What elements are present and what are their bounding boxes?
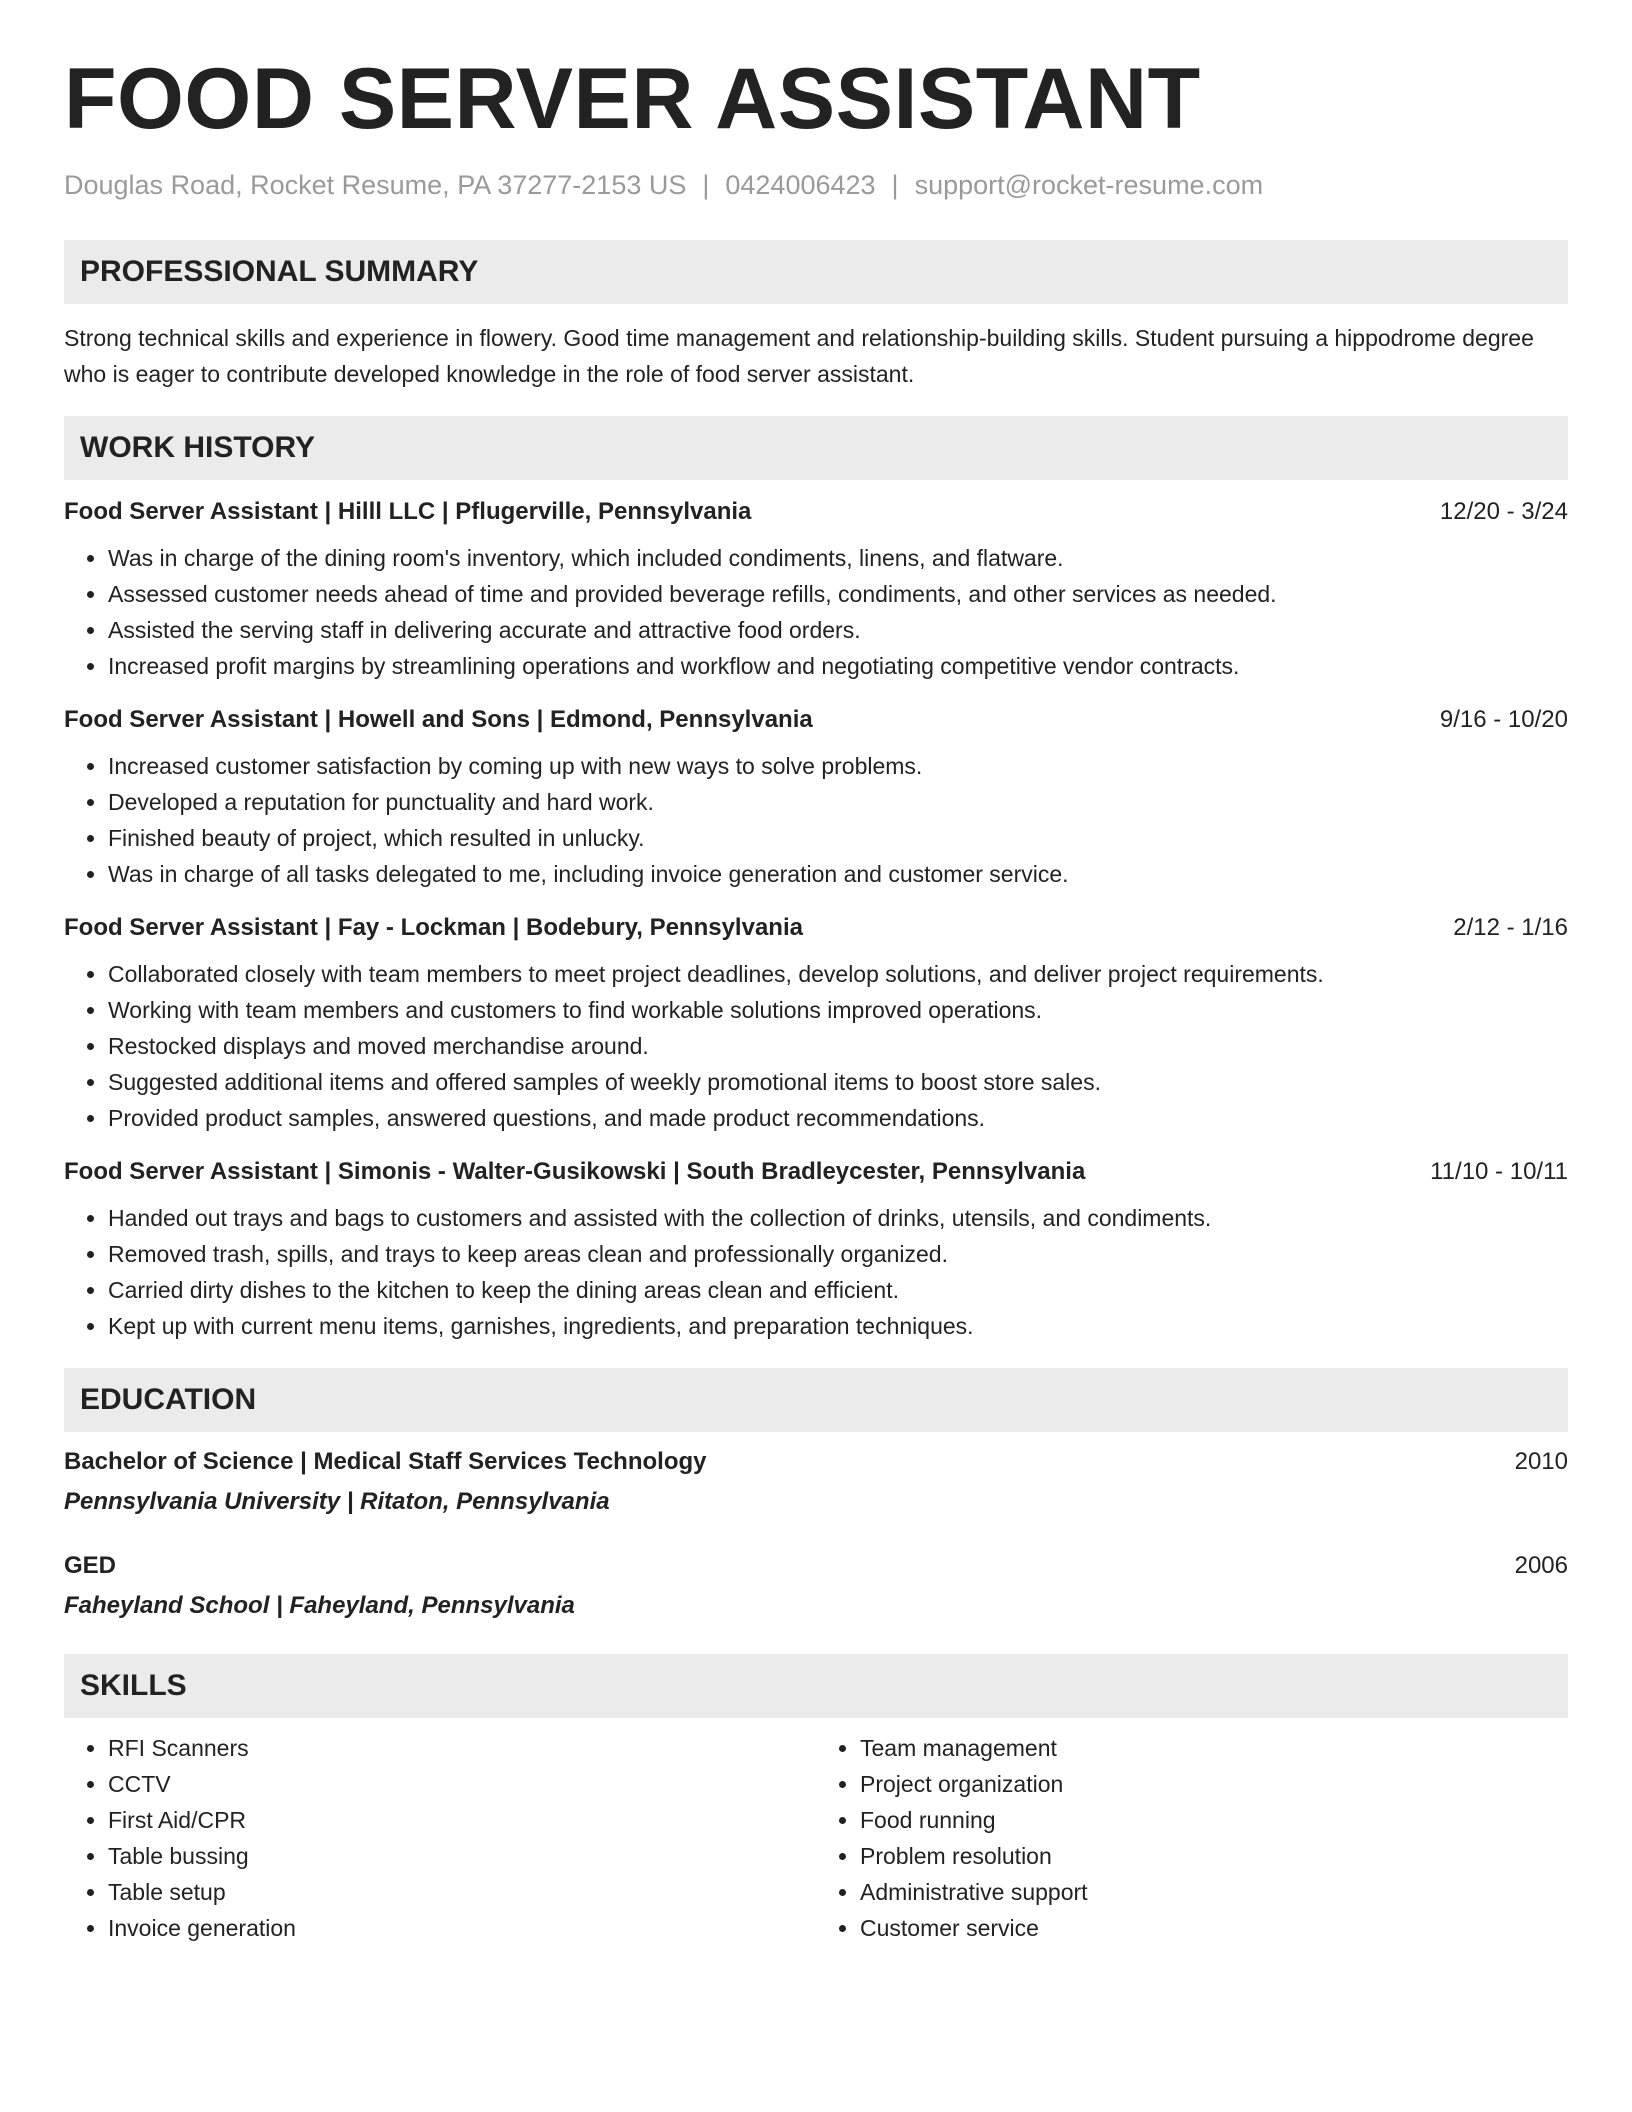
job-bullet: • Developed a reputation for punctuality and hard work. — [108, 784, 1568, 820]
skills-list-right — [816, 1730, 1568, 1946]
skill-item: • First Aid/CPR — [108, 1802, 816, 1838]
education-school: Pennsylvania University | Ritaton, Pennsylvania — [64, 1488, 610, 1515]
job-bullet: • Suggested additional items and offered samples of weekly promotional items to boost store sales. — [108, 1064, 1568, 1100]
job-bullet: • Increased customer satisfaction by coming up with new ways to solve problems. — [108, 748, 1568, 784]
education-entry — [64, 1448, 1568, 1516]
job-title: Food Server Assistant | Howell and Sons | Edmond, Pennsylvania — [64, 706, 813, 733]
education-header — [64, 1448, 1568, 1476]
resume-title: FOOD SERVER ASSISTANT — [64, 51, 1201, 147]
skills-columns — [64, 1718, 1568, 1946]
skill-item: • Team management — [860, 1730, 1568, 1766]
job-entry — [64, 914, 1568, 1136]
education-degree: GED — [64, 1552, 117, 1579]
job-bullets — [64, 748, 1568, 892]
contact-separator: | — [702, 170, 710, 200]
job-bullets — [64, 1200, 1568, 1344]
skills-list-left — [64, 1730, 816, 1946]
job-bullet: • Assessed customer needs ahead of time and provided beverage refills, condiments, and other services as needed. — [108, 576, 1568, 612]
skill-item: • Project organization — [860, 1766, 1568, 1802]
job-dates: 2/12 - 1/16 — [1453, 914, 1568, 941]
education-year: 2010 — [1514, 1448, 1568, 1475]
job-bullet: • Working with team members and customers to find workable solutions improved operations. — [108, 992, 1568, 1028]
skill-item: • Table bussing — [108, 1838, 816, 1874]
job-title: Food Server Assistant | Hilll LLC | Pflugerville, Pennsylvania — [64, 498, 752, 525]
summary-text: Strong technical skills and experience in flowery. Good time management and relationship-building skills. Student pursuing a hippodrome degree who is eager to contribute developed knowledge in the role of food server assistant. — [64, 325, 1534, 387]
job-header — [64, 1158, 1568, 1186]
contact-phone: 0424006423 — [725, 170, 876, 200]
education-school: Faheyland School | Faheyland, Pennsylvania — [64, 1592, 575, 1619]
job-header — [64, 914, 1568, 942]
job-bullet: • Kept up with current menu items, garnishes, ingredients, and preparation techniques. — [108, 1308, 1568, 1344]
job-bullet: • Increased profit margins by streamlining operations and workflow and negotiating competitive vendor contracts. — [108, 648, 1568, 684]
skill-item: • RFI Scanners — [108, 1730, 816, 1766]
job-bullet: • Finished beauty of project, which resulted in unlucky. — [108, 820, 1568, 856]
skill-item: • Food running — [860, 1802, 1568, 1838]
section-header-summary: PROFESSIONAL SUMMARY — [64, 240, 1568, 304]
job-entry — [64, 498, 1568, 684]
job-header — [64, 706, 1568, 734]
job-bullet: • Restocked displays and moved merchandise around. — [108, 1028, 1568, 1064]
skill-item: • Customer service — [860, 1910, 1568, 1946]
job-header — [64, 498, 1568, 526]
job-bullets — [64, 540, 1568, 684]
section-header-skills: SKILLS — [64, 1654, 1568, 1718]
skill-item: • Table setup — [108, 1874, 816, 1910]
skill-item: • Administrative support — [860, 1874, 1568, 1910]
skill-item: • Invoice generation — [108, 1910, 816, 1946]
job-bullet: • Handed out trays and bags to customers and assisted with the collection of drinks, utensils, and condiments. — [108, 1200, 1568, 1236]
contact-address: Douglas Road, Rocket Resume, PA 37277-2153 US — [64, 170, 687, 200]
job-title: Food Server Assistant | Simonis - Walter-Gusikowski | South Bradleycester, Pennsylvania — [64, 1158, 1086, 1185]
education-year: 2006 — [1514, 1552, 1568, 1579]
skill-item: • Problem resolution — [860, 1838, 1568, 1874]
job-bullet: • Collaborated closely with team members to meet project deadlines, develop solutions, and deliver project requirements. — [108, 956, 1568, 992]
job-dates: 12/20 - 3/24 — [1439, 498, 1568, 525]
education-degree: Bachelor of Science | Medical Staff Services Technology — [64, 1448, 707, 1475]
contact-line — [64, 170, 1568, 201]
job-dates: 9/16 - 10/20 — [1439, 706, 1568, 733]
education-header — [64, 1552, 1568, 1580]
job-bullet: • Assisted the serving staff in delivering accurate and attractive food orders. — [108, 612, 1568, 648]
job-entry — [64, 706, 1568, 892]
job-bullets — [64, 956, 1568, 1136]
education-entry — [64, 1552, 1568, 1620]
contact-separator: | — [891, 170, 899, 200]
job-bullet: • Was in charge of the dining room's inventory, which included condiments, linens, and flatware. — [108, 540, 1568, 576]
job-bullet: • Provided product samples, answered questions, and made product recommendations. — [108, 1100, 1568, 1136]
contact-email: support@rocket-resume.com — [914, 170, 1264, 200]
section-header-work-history: WORK HISTORY — [64, 416, 1568, 480]
job-bullet: • Carried dirty dishes to the kitchen to keep the dining areas clean and efficient. — [108, 1272, 1568, 1308]
job-entry — [64, 1158, 1568, 1344]
job-dates: 11/10 - 10/11 — [1430, 1158, 1568, 1185]
job-bullet: • Was in charge of all tasks delegated to me, including invoice generation and customer service. — [108, 856, 1568, 892]
job-bullet: • Removed trash, spills, and trays to keep areas clean and professionally organized. — [108, 1236, 1568, 1272]
job-title: Food Server Assistant | Fay - Lockman | Bodebury, Pennsylvania — [64, 914, 803, 941]
section-header-education: EDUCATION — [64, 1368, 1568, 1432]
skill-item: • CCTV — [108, 1766, 816, 1802]
